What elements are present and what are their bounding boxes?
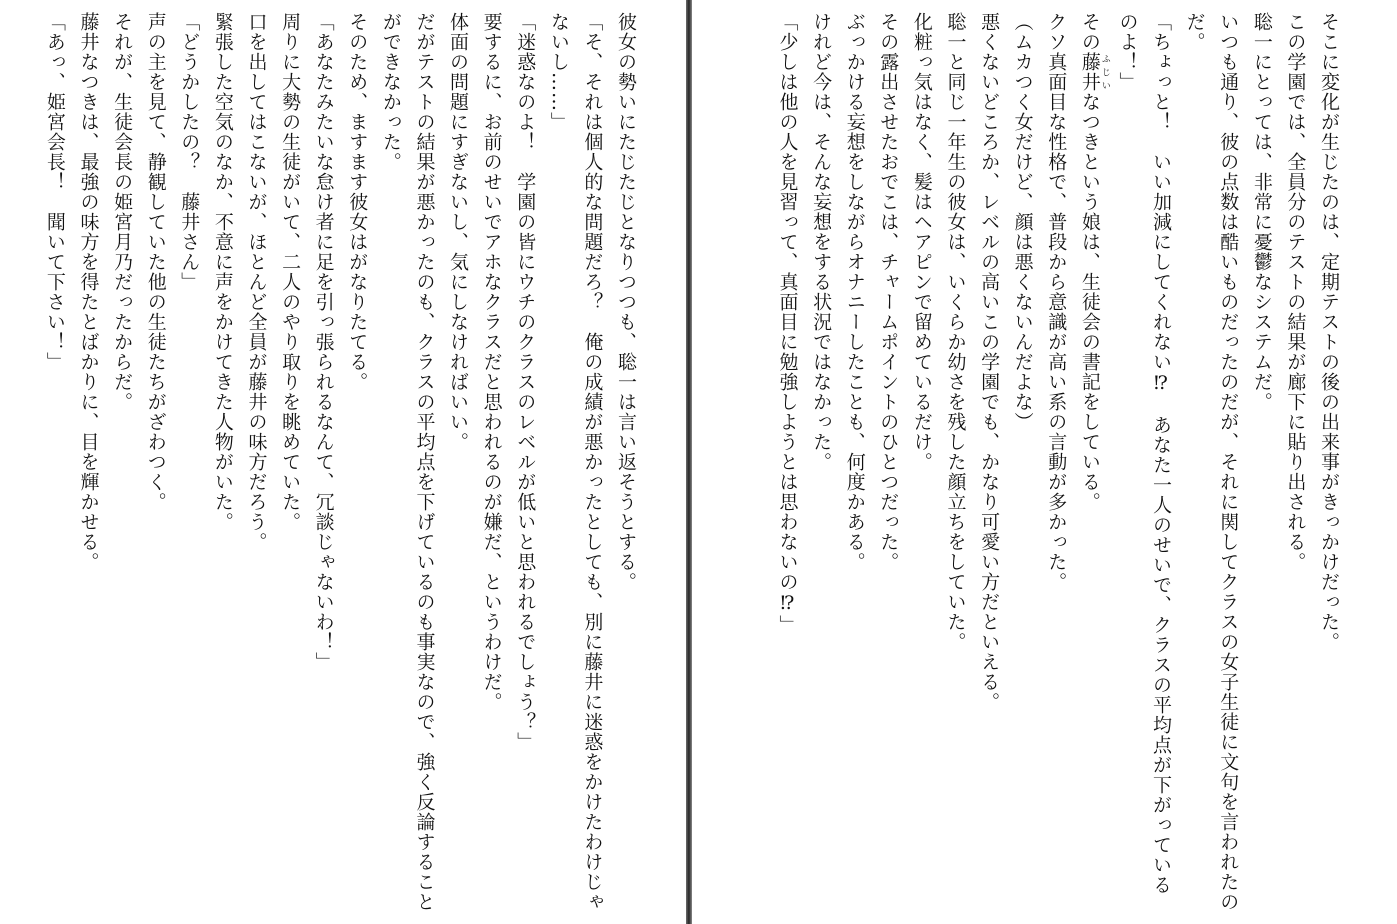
text-line: 体面の問題にすぎないし、気にしなければいい。 <box>447 12 470 452</box>
ruby-reading: ふじい <box>1099 52 1110 92</box>
text-line: ぶっかける妄想をしながらオナニーしたことも、何度かある。 <box>843 12 866 572</box>
text-line: クソ真面目な性格で、普段から意識が高い系の言動が多かった。 <box>1045 12 1068 592</box>
text-line: 彼女の勢いにたじたじとなりつつも、聡一は言い返そうとする。 <box>615 12 637 592</box>
text-line: 「あっ、姫宮会長！ 聞いて下さい！」 <box>43 12 66 372</box>
ruby-line-after: なつきという娘は、生徒会の書記をしている。 <box>1078 92 1101 512</box>
text-line: 「迷惑なのよ！ 学園の皆にウチのクラスのレベルが低いと思われるでしょう？」 <box>514 12 537 752</box>
text-line: その露出させたおでこは、チャームポイントのひとつだった。 <box>877 12 900 572</box>
text-line: 「そ、それは個人的な問題だろ？ 俺の成績が悪かったとしても、別に藤井に迷惑をかけたわけじゃないし……」 <box>547 12 604 912</box>
text-line: だがテストの結果が悪かったのも、クラスの平均点を下げているのも事実なので、強く反論することができなかった。 <box>379 12 436 912</box>
text-line: 「ちょっと！ いい加減にしてくれない⁉ あなた一人のせいで、クラスの平均点が下がっているのよ！」 <box>1116 12 1173 895</box>
left-page <box>0 0 686 924</box>
text-line: 要するに、お前のせいでアホなクラスだと思われるのが嫌だ、というわけだ。 <box>480 12 503 712</box>
text-line: 藤井なつきは、最強の味方を得たとばかりに、目を輝かせる。 <box>77 12 100 572</box>
text-line: 聡一にとっては、非常に憂鬱なシステムだ。 <box>1250 12 1273 412</box>
ruby-base: 藤井 <box>1078 52 1101 92</box>
text-line: 聡一と同じ一年生の彼女は、いくらか幼さを残した顔立ちをしていた。 <box>944 12 967 652</box>
text-line: 「あなたみたいな怠け者に足を引っ張られるなんて、冗談じゃないわ！」 <box>312 12 335 672</box>
text-line: けれど今は、そんな妄想をする状況ではなかった。 <box>810 12 833 472</box>
text-line: 「どうかしたの？ 藤井さん」 <box>178 12 201 292</box>
text-line: 「少しは他の人を見習って、真面目に勉強しようとは思わないの⁉」 <box>776 12 799 635</box>
text-line: そのため、ますます彼女はがなりたてる。 <box>346 12 369 392</box>
text-line: いつも通り、彼の点数は酷いものだったのだが、それに関してクラスの女子生徒に文句を言われたのだ。 <box>1183 12 1240 912</box>
text-line: この学園では、全員分のテストの結果が廊下に貼り出される。 <box>1284 12 1307 572</box>
text-line: それが、生徒会長の姫宮月乃だったからだ。 <box>111 12 134 412</box>
text-line: 緊張した空気のなか、不意に声をかけてきた人物がいた。 <box>211 12 234 532</box>
ruby-name <box>1078 52 1110 92</box>
text-line: 声の主を見て、静観していた他の生徒たちがざわつく。 <box>144 12 167 512</box>
ruby-line-before: その <box>1078 12 1101 52</box>
text-line: 悪くないどころか、レベルの高いこの学園でも、かなり可愛い方だといえる。 <box>978 12 1001 712</box>
text-line: 化粧っ気はなく、髪はヘアピンで留めているだけ。 <box>910 12 933 472</box>
right-page <box>692 0 1397 924</box>
text-line: （ムカつく女だけど、顔は悪くないんだよな） <box>1011 12 1034 432</box>
left-page-text <box>37 12 642 912</box>
text-line-with-ruby <box>1072 12 1110 912</box>
text-line: 周りに大勢の生徒がいて、二人のやり取りを眺めていた。 <box>279 12 302 532</box>
text-line: 口を出してはこないが、ほとんど全員が藤井の味方だろう。 <box>245 12 268 552</box>
text-line: そこに変化が生じたのは、定期テストの後の出来事がきっかけだった。 <box>1318 12 1340 652</box>
right-page-text <box>770 12 1345 912</box>
